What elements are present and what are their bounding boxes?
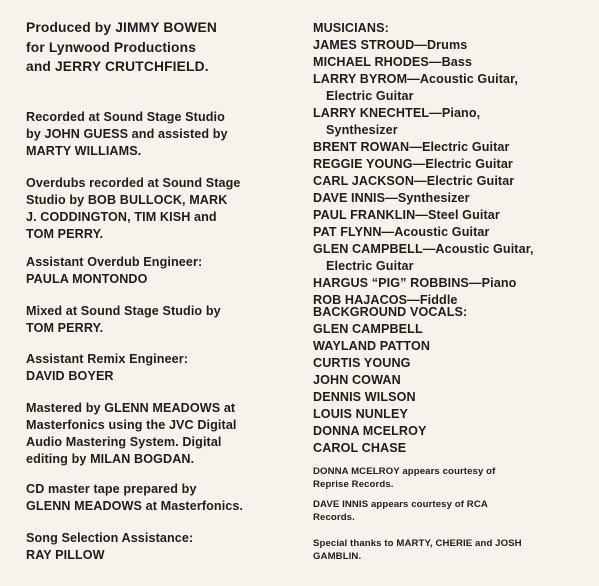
musician-line: HARGUS “PIG” ROBBINS—Piano	[313, 276, 517, 290]
musician-line: BRENT ROWAN—Electric Guitar	[313, 140, 510, 154]
vocalist-name: DONNA MCELROY	[313, 424, 427, 438]
musician-line: Electric Guitar	[326, 259, 414, 273]
musician-line: JAMES STROUD—Drums	[313, 38, 468, 52]
credit-line: by JOHN GUESS and assisted by	[26, 127, 228, 141]
credit-line: Overdubs recorded at Sound Stage	[26, 176, 241, 190]
credit-line: TOM PERRY.	[26, 227, 104, 241]
background-vocals-heading: BACKGROUND VOCALS:	[313, 305, 468, 319]
note-line: GAMBLIN.	[313, 551, 362, 562]
credit-line: Recorded at Sound Stage Studio	[26, 110, 225, 124]
vocalist-name: CURTIS YOUNG	[313, 356, 411, 370]
mixing-credit	[26, 303, 221, 337]
song-selection-credit	[26, 530, 193, 564]
vocalist-name: CAROL CHASE	[313, 441, 407, 455]
credit-line: CD master tape prepared by	[26, 482, 197, 496]
credit-line: Song Selection Assistance:	[26, 531, 194, 545]
musician-line: MICHAEL RHODES—Bass	[313, 55, 473, 69]
musician-line: ROB HAJACOS—Fiddle	[313, 293, 458, 307]
vocalist-name: DENNIS WILSON	[313, 390, 416, 404]
credit-line: Assistant Overdub Engineer:	[26, 255, 203, 269]
musician-line: Electric Guitar	[326, 89, 414, 103]
recording-credit	[26, 109, 228, 160]
credit-line: PAULA MONTONDO	[26, 272, 148, 286]
note-line: DONNA MCELROY appears courtesy of	[313, 466, 496, 477]
credit-line: J. CODDINGTON, TIM KISH and	[26, 210, 217, 224]
credit-line: Assistant Remix Engineer:	[26, 352, 189, 366]
credit-line: and JERRY CRUTCHFIELD.	[26, 59, 209, 74]
remix-engineer-credit	[26, 351, 188, 385]
musician-line: PAT FLYNN—Acoustic Guitar	[313, 225, 490, 239]
vocalist-name: JOHN COWAN	[313, 373, 401, 387]
vocalist-name: GLEN CAMPBELL	[313, 322, 423, 336]
credit-line: Mixed at Sound Stage Studio by	[26, 304, 221, 318]
credit-line: Audio Mastering System. Digital	[26, 435, 222, 449]
credit-line: MARTY WILLIAMS.	[26, 144, 142, 158]
musician-line: GLEN CAMPBELL—Acoustic Guitar,	[313, 242, 534, 256]
credit-line: RAY PILLOW	[26, 548, 105, 562]
vocalist-name: WAYLAND PATTON	[313, 339, 431, 353]
musician-line: LARRY BYROM—Acoustic Guitar,	[313, 72, 519, 86]
credit-line: Produced by JIMMY BOWEN	[26, 20, 218, 35]
credit-line: TOM PERRY.	[26, 321, 104, 335]
courtesy-note	[313, 498, 488, 524]
note-line: Reprise Records.	[313, 479, 394, 490]
musicians-heading: MUSICIANS:	[313, 21, 389, 35]
background-vocals-list	[313, 304, 467, 457]
musician-line: CARL JACKSON—Electric Guitar	[313, 174, 515, 188]
cd-master-credit	[26, 481, 243, 515]
overdubs-credit	[26, 175, 241, 243]
special-thanks-note	[313, 537, 522, 563]
musician-line: PAUL FRANKLIN—Steel Guitar	[313, 208, 500, 222]
producer-credit	[26, 18, 217, 77]
overdub-engineer-credit	[26, 254, 202, 288]
credit-line: DAVID BOYER	[26, 369, 114, 383]
musician-line: REGGIE YOUNG—Electric Guitar	[313, 157, 513, 171]
credit-line: editing by MILAN BOGDAN.	[26, 452, 195, 466]
credit-line: Studio by BOB BULLOCK, MARK	[26, 193, 228, 207]
musician-line: DAVE INNIS—Synthesizer	[313, 191, 470, 205]
note-line: Special thanks to MARTY, CHERIE and JOSH	[313, 538, 522, 549]
credit-line: for Lynwood Productions	[26, 39, 197, 55]
musician-line: Synthesizer	[326, 123, 398, 137]
note-line: Records.	[313, 512, 355, 523]
courtesy-note	[313, 465, 495, 491]
credit-line: GLENN MEADOWS at Masterfonics.	[26, 499, 244, 513]
credit-line: Mastered by GLENN MEADOWS at	[26, 401, 236, 415]
musician-line: LARRY KNECHTEL—Piano,	[313, 106, 481, 120]
musicians-list	[313, 20, 534, 309]
mastering-credit	[26, 400, 237, 468]
vocalist-name: LOUIS NUNLEY	[313, 407, 408, 421]
credit-line: Masterfonics using the JVC Digital	[26, 418, 237, 432]
note-line: DAVE INNIS appears courtesy of RCA	[313, 499, 488, 510]
